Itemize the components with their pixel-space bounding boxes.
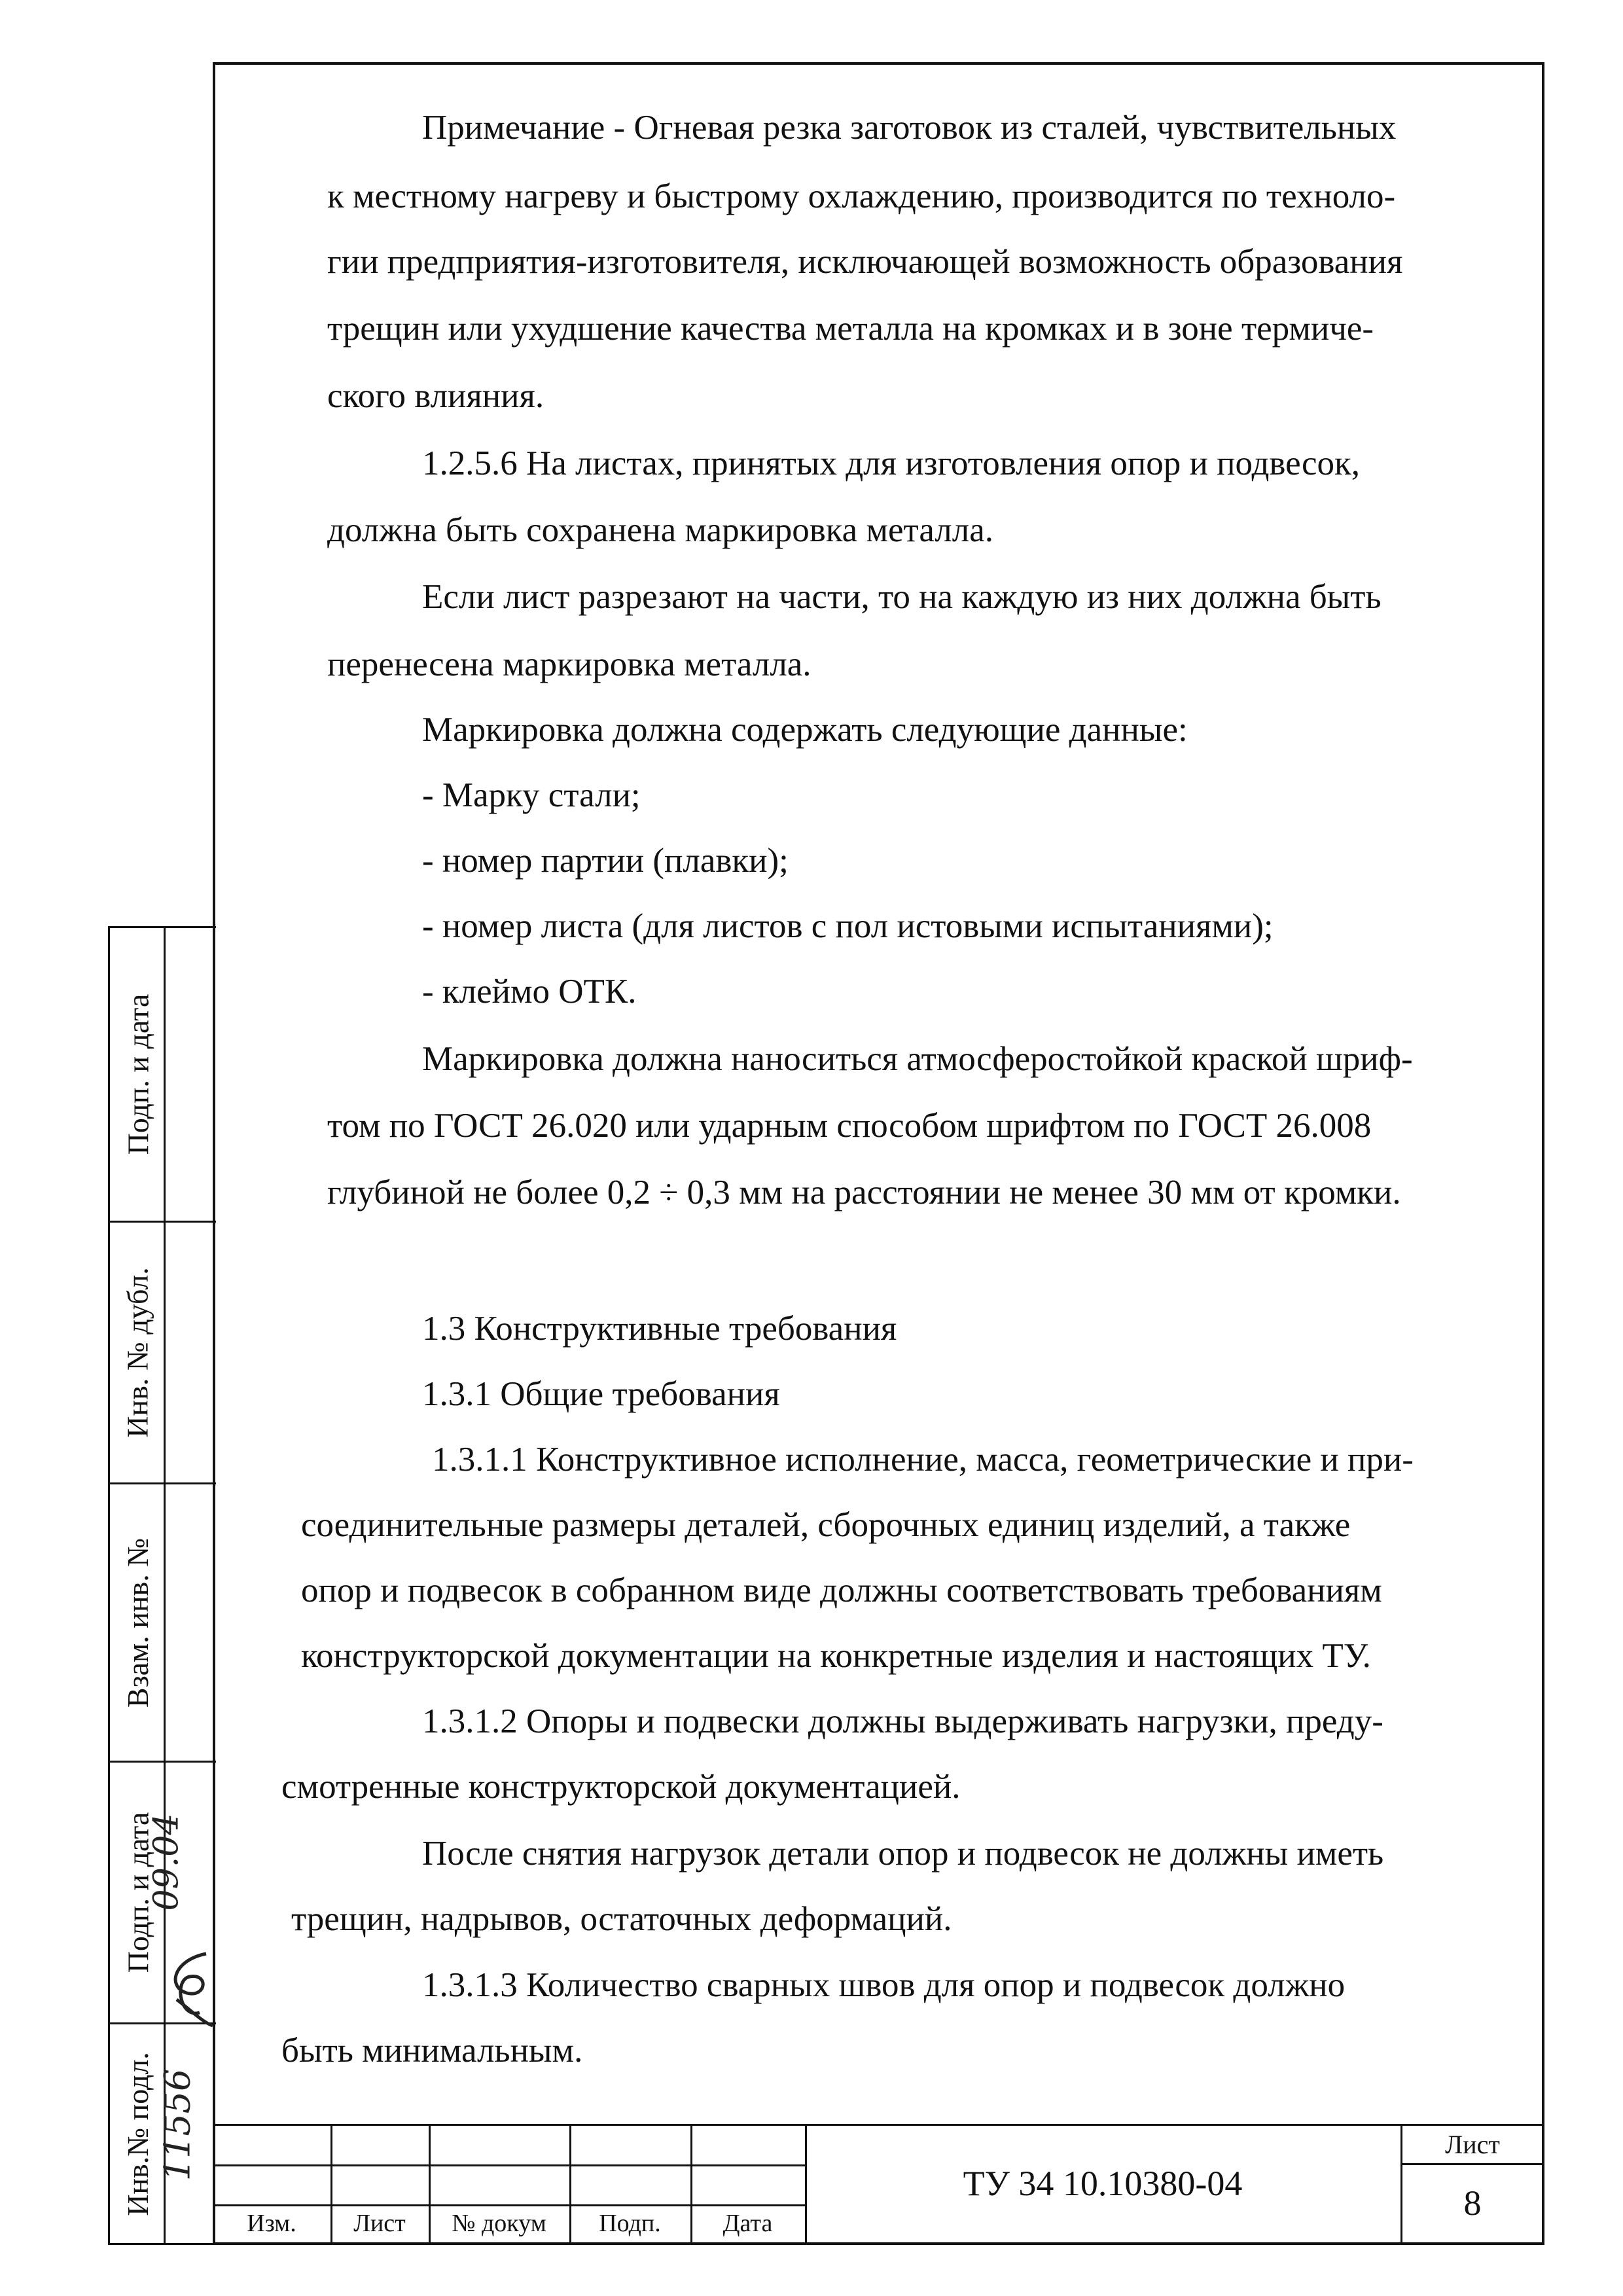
- tb-col-izm: Изм.: [247, 2210, 296, 2237]
- body-line: 1.2.5.6 На листах, принятых для изготовления опор и подвесок,: [422, 444, 1360, 482]
- handwritten-inv-number: 11556: [156, 2068, 198, 2181]
- body-line: Если лист разрезают на части, то на каждую из них должна быть: [422, 578, 1382, 616]
- body-line: 1.3.1.3 Количество сварных швов для опор и подвесок должно: [422, 1966, 1346, 2004]
- body-line: быть минимальным.: [281, 2032, 583, 2070]
- body-line: После снятия нагрузок детали опор и подвесок не должны иметь: [422, 1835, 1384, 1873]
- title-block: [213, 2124, 1544, 2245]
- sheet-label: Лист: [1445, 2130, 1500, 2159]
- side-label-podp-data-2: Подп. и дата: [121, 1812, 154, 1973]
- tb-line: [213, 2164, 805, 2166]
- side-label-vzam-inv: Взам. инв. №: [121, 1537, 155, 1708]
- body-line: том по ГОСТ 26.020 или ударным способом шрифтом по ГОСТ 26.008: [327, 1107, 1372, 1145]
- handwritten-date: 09.04: [147, 1813, 187, 1911]
- body-line: 1.3.1.1 Конструктивное исполнение, масса, геометрические и при-: [432, 1441, 1414, 1479]
- body-line: должна быть сохранена маркировка металла.: [327, 511, 993, 549]
- tb-line: [1400, 2163, 1544, 2165]
- side-label-podp-data-1: Подп. и дата: [121, 994, 154, 1155]
- body-line: соединительные размеры деталей, сборочных единиц изделий, а также: [301, 1506, 1351, 1544]
- body-line: - клеймо ОТК.: [422, 973, 637, 1011]
- body-line: к местному нагреву и быстрому охлаждению, производится по техноло-: [327, 177, 1396, 215]
- body-line: - номер партии (плавки);: [422, 842, 789, 880]
- side-cell-vzam-inv: [108, 1482, 216, 1761]
- side-cell-inv-dubl: [108, 1221, 216, 1482]
- body-line: смотренные конструкторской документацией.: [281, 1768, 961, 1806]
- body-line: Примечание - Огневая резка заготовок из сталей, чувствительных: [422, 109, 1397, 147]
- tb-col-podp: Подп.: [599, 2210, 661, 2237]
- body-line: Маркировка должна наноситься атмосферостойкой краской шриф-: [422, 1040, 1413, 1078]
- side-label-inv-podl: Инв.№ подл.: [121, 2051, 155, 2216]
- body-line: - Марку стали;: [422, 776, 641, 814]
- body-line: перенесена маркировка металла.: [327, 645, 812, 683]
- tb-col-list: Лист: [353, 2210, 406, 2237]
- body-line: трещин или ухудшение качества металла на кромках и в зоне термиче-: [327, 310, 1374, 348]
- body-line: Маркировка должна содержать следующие данные:: [422, 711, 1188, 749]
- body-line: трещин, надрывов, остаточных деформаций.: [291, 1900, 952, 1938]
- body-line: 1.3 Конструктивные требования: [422, 1310, 897, 1348]
- body-line: гии предприятия-изготовителя, исключающей возможность образования: [327, 243, 1403, 281]
- side-cell-podp-data-1: [108, 926, 216, 1221]
- tb-line: [213, 2124, 1544, 2126]
- side-divider: [164, 926, 166, 2245]
- tb-col-docum: № докум: [452, 2210, 546, 2237]
- signature-mark: [160, 1947, 219, 2032]
- side-label-inv-dubl: Инв. № дубл.: [121, 1267, 154, 1438]
- sheet-number: 8: [1463, 2183, 1482, 2223]
- body-line: 1.3.1 Общие требования: [422, 1375, 780, 1413]
- tb-line: [213, 2204, 805, 2206]
- body-line: опор и подвесок в собранном виде должны соответствовать требованиям: [301, 1571, 1382, 1609]
- side-stamp: [108, 926, 216, 2245]
- body-line: глубиной не более 0,2 ÷ 0,3 мм на расстоянии не менее 30 мм от кромки.: [327, 1174, 1401, 1211]
- body-line: ского влияния.: [327, 377, 544, 415]
- body-line: 1.3.1.2 Опоры и подвески должны выдерживать нагрузки, преду-: [422, 1702, 1383, 1740]
- doc-code: ТУ 34 10.10380-04: [963, 2164, 1243, 2203]
- body-line: - номер листа (для листов с пол истовыми испытаниями);: [422, 907, 1274, 945]
- tb-col-data: Дата: [722, 2210, 773, 2237]
- body-line: конструкторской документации на конкретные изделия и настоящих ТУ.: [301, 1637, 1371, 1675]
